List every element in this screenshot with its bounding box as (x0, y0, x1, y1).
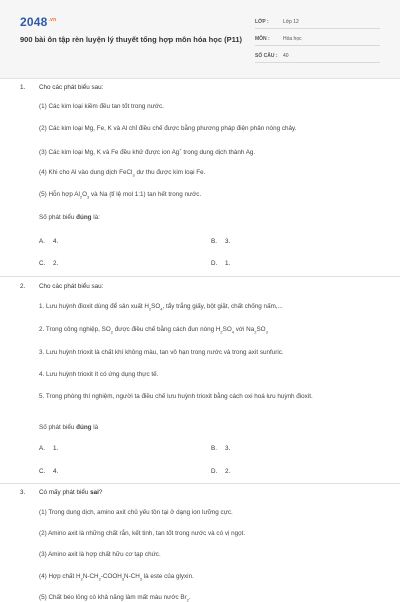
option-d[interactable] (211, 260, 230, 268)
meta-row-class (255, 16, 380, 29)
option-key: B. (211, 445, 217, 452)
option-c[interactable] (39, 260, 58, 268)
question-ask: Số phát biểu đúng là: (39, 214, 100, 221)
meta-value: 40 (283, 52, 289, 59)
site-logo[interactable] (20, 15, 56, 30)
meta-row-subject (255, 33, 380, 46)
question-3 (20, 489, 382, 602)
meta-row-count (255, 50, 380, 63)
option-value: 3. (225, 445, 231, 452)
statement: (2) Các kim loại Mg, Fe, K và Al chỉ điều chế được bằng phương pháp điện phân nóng chảy. (39, 125, 297, 132)
option-value: 1. (225, 260, 231, 267)
header (0, 0, 400, 79)
option-key: D. (211, 260, 218, 267)
option-d[interactable] (211, 468, 230, 476)
option-value: 4. (53, 468, 59, 475)
question-divider (0, 483, 400, 484)
question-number: 2. (20, 283, 26, 290)
question-text: Cho các phát biểu sau: (39, 283, 104, 290)
question-2 (20, 283, 382, 473)
statement: (2) Amino axit là những chất rắn, kết tinh, tan tốt trong nước và có vị ngọt. (39, 530, 246, 537)
option-key: A. (39, 238, 45, 245)
option-key: C. (39, 260, 46, 267)
logo-suffix: .vn (48, 17, 57, 23)
meta-info (255, 16, 380, 67)
question-divider (0, 276, 400, 277)
statement: 3. Lưu huỳnh trioxit là chất khí không màu, tan vô hạn trong nước và trong axit sunfuric. (39, 349, 284, 356)
option-key: D. (211, 468, 218, 475)
option-b[interactable] (211, 238, 230, 246)
question-text: Cho các phát biểu sau: (39, 84, 104, 91)
logo-text: 2048 (20, 15, 48, 29)
option-key: C. (39, 468, 46, 475)
option-value: 1. (53, 445, 59, 452)
statement: (1) Trong dung dịch, amino axit chủ yếu tồn tại ở dạng ion lưỡng cực. (39, 509, 233, 516)
question-1 (20, 84, 382, 267)
question-ask: Số phát biểu đúng là (39, 424, 99, 431)
meta-value: Hóa học (283, 35, 302, 42)
option-a[interactable] (39, 238, 58, 246)
meta-label: SỐ CÂU : (255, 52, 278, 59)
question-number: 3. (20, 489, 26, 496)
statement: (1) Các kim loại kiềm đều tan tốt trong nước. (39, 103, 164, 110)
question-number: 1. (20, 84, 26, 91)
statement: 5. Trong phòng thí nghiệm, người ta điều chế lưu huỳnh trioxit bằng cách oxi hoá lưu huỳnh đioxit. (39, 393, 313, 400)
statement: 1. Lưu huỳnh đioxit dùng để sản xuất $H_2SO_4$, tẩy trắng giấy, bột giặt, chất chống nấm,... (39, 303, 283, 312)
option-value: 3. (225, 238, 231, 245)
statement: (3) Các kim loại Mg, K và Fe đều khử được ion Ag+ trong dung dịch thành Ag. (39, 147, 256, 157)
statement: 2. Trong công nghiệp, $SO_2$ được điều chế bằng cách đun nóng $H_2SO_4$ với $Na_2SO_3$ (39, 326, 268, 335)
option-value: 2. (225, 468, 231, 475)
option-key: B. (211, 238, 217, 245)
option-b[interactable] (211, 445, 230, 453)
statement: (5) Hỗn hợp $Al_2O_3$ và Na (tỉ lệ mol 1:1) tan hết trong nước. (39, 191, 202, 200)
statement: 4. Lưu huỳnh trioxit ít có ứng dụng thực tế. (39, 371, 159, 378)
question-text: Có mấy phát biểu sai? (39, 489, 103, 496)
meta-label: LỚP : (255, 18, 269, 25)
statement: (4) Khi cho Al vào dung dịch FeCl$_3$ dư thu được kim loại Fe. (39, 169, 206, 178)
option-c[interactable] (39, 468, 58, 476)
statement: (4) Hợp chất $H_2N-CH_2-COOH_3N-CH_3$ là este của glyxin. (39, 573, 194, 582)
meta-label: MÔN : (255, 35, 270, 42)
page-title: 900 bài ôn tập rèn luyện lý thuyết tổng hợp môn hóa học (P11) (20, 35, 243, 44)
option-value: 2. (53, 260, 59, 267)
meta-value: Lớp 12 (283, 18, 299, 25)
statement: (5) Chất béo lỏng có khả năng làm mất màu nước $Br_2$. (39, 594, 191, 602)
option-value: 4. (53, 238, 59, 245)
option-a[interactable] (39, 445, 58, 453)
option-key: A. (39, 445, 45, 452)
statement: (3) Amino axit là hợp chất hữu cơ tạp chức. (39, 551, 161, 558)
